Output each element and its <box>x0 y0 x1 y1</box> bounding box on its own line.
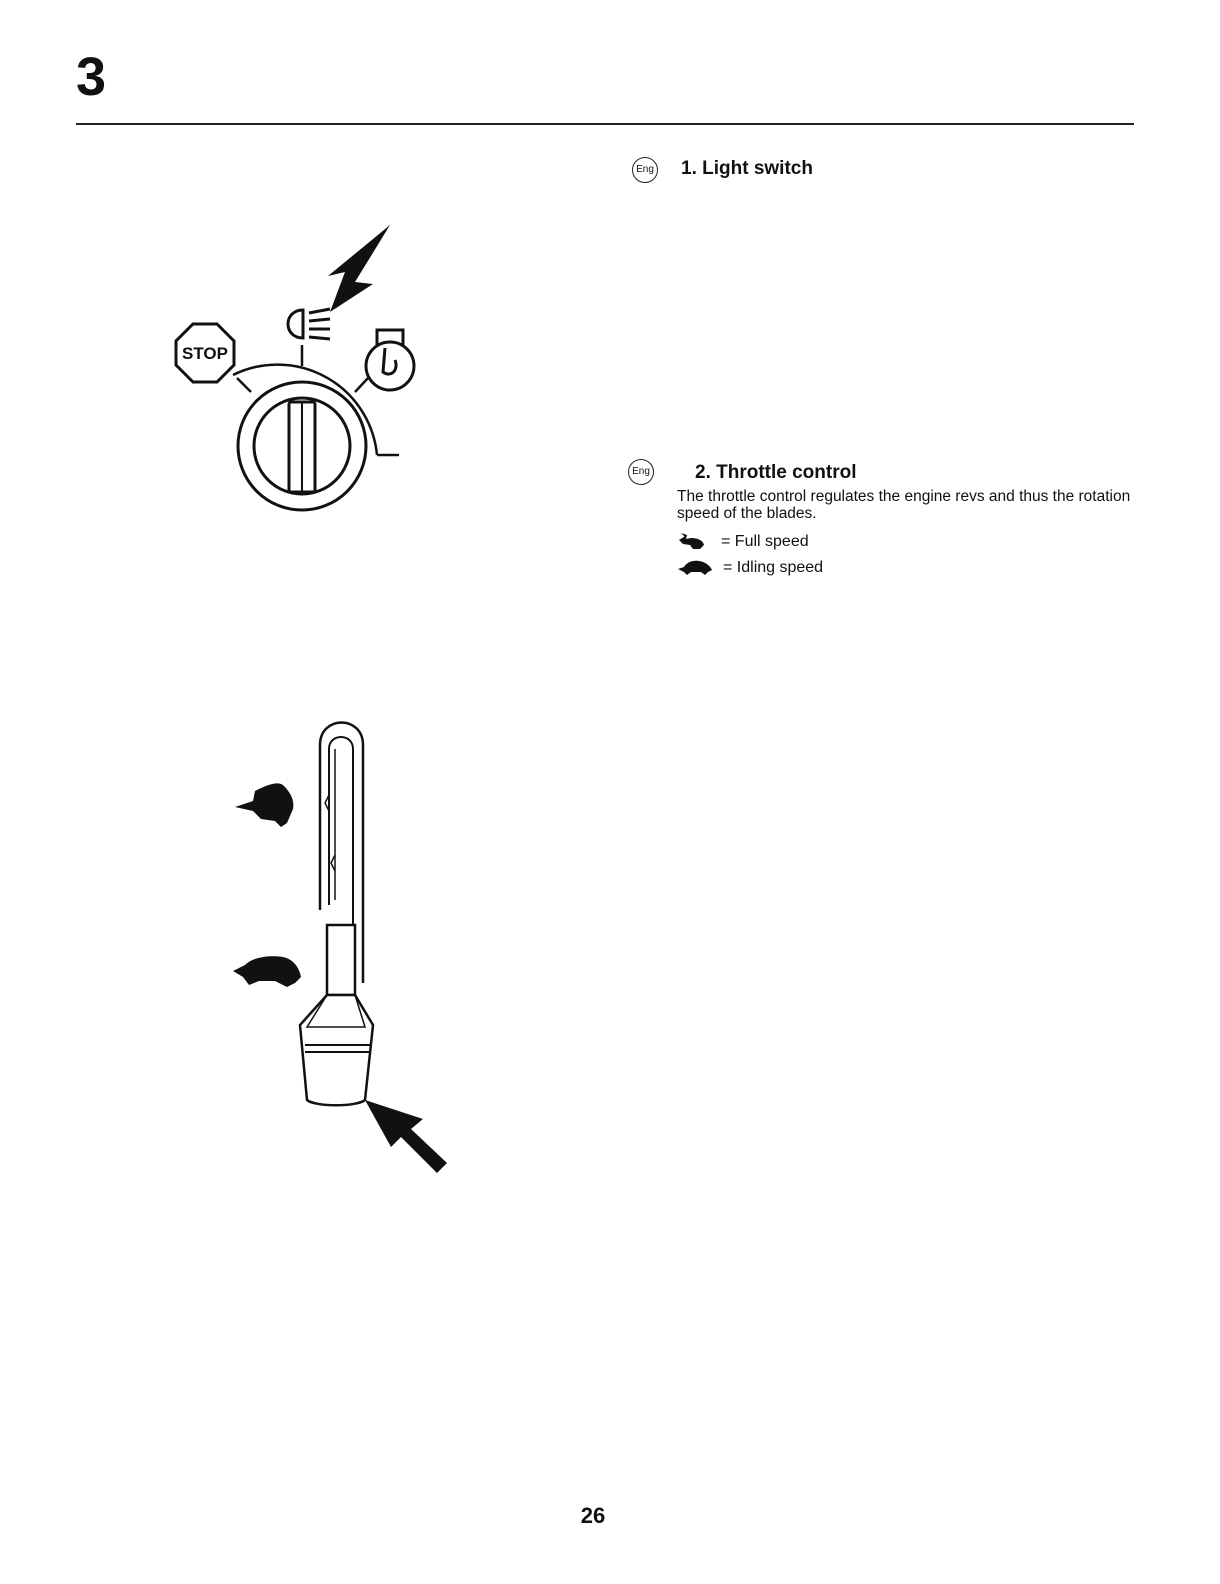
rabbit-icon <box>235 783 293 827</box>
pointer-arrow-icon <box>365 1100 447 1173</box>
headlight-icon <box>288 309 330 339</box>
language-badge-eng: Eng <box>628 459 654 485</box>
turtle-icon <box>233 956 301 987</box>
section-title-throttle-control: 2. Throttle control <box>695 462 857 483</box>
chapter-number: 3 <box>76 47 107 107</box>
throttle-description: The throttle control regulates the engine revs and thus the rotation speed of the blades. <box>677 488 1131 522</box>
rabbit-icon <box>677 532 711 552</box>
language-badge-eng: Eng <box>632 157 658 183</box>
throttle-handle <box>300 995 373 1105</box>
engine-start-icon <box>366 330 414 390</box>
header-rule <box>76 123 1134 125</box>
legend-label: = Full speed <box>721 533 809 550</box>
light-switch-figure <box>165 220 445 520</box>
section-title-light-switch: 1. Light switch <box>681 158 813 179</box>
turtle-icon <box>677 558 713 578</box>
throttle-lever-figure <box>225 715 465 1185</box>
pointer-arrow-icon <box>328 225 390 312</box>
legend-idling-speed <box>677 558 823 578</box>
stop-label: STOP <box>182 344 228 363</box>
legend-full-speed <box>677 532 809 552</box>
page-number: 26 <box>580 1503 606 1528</box>
legend-label: = Idling speed <box>723 559 824 576</box>
